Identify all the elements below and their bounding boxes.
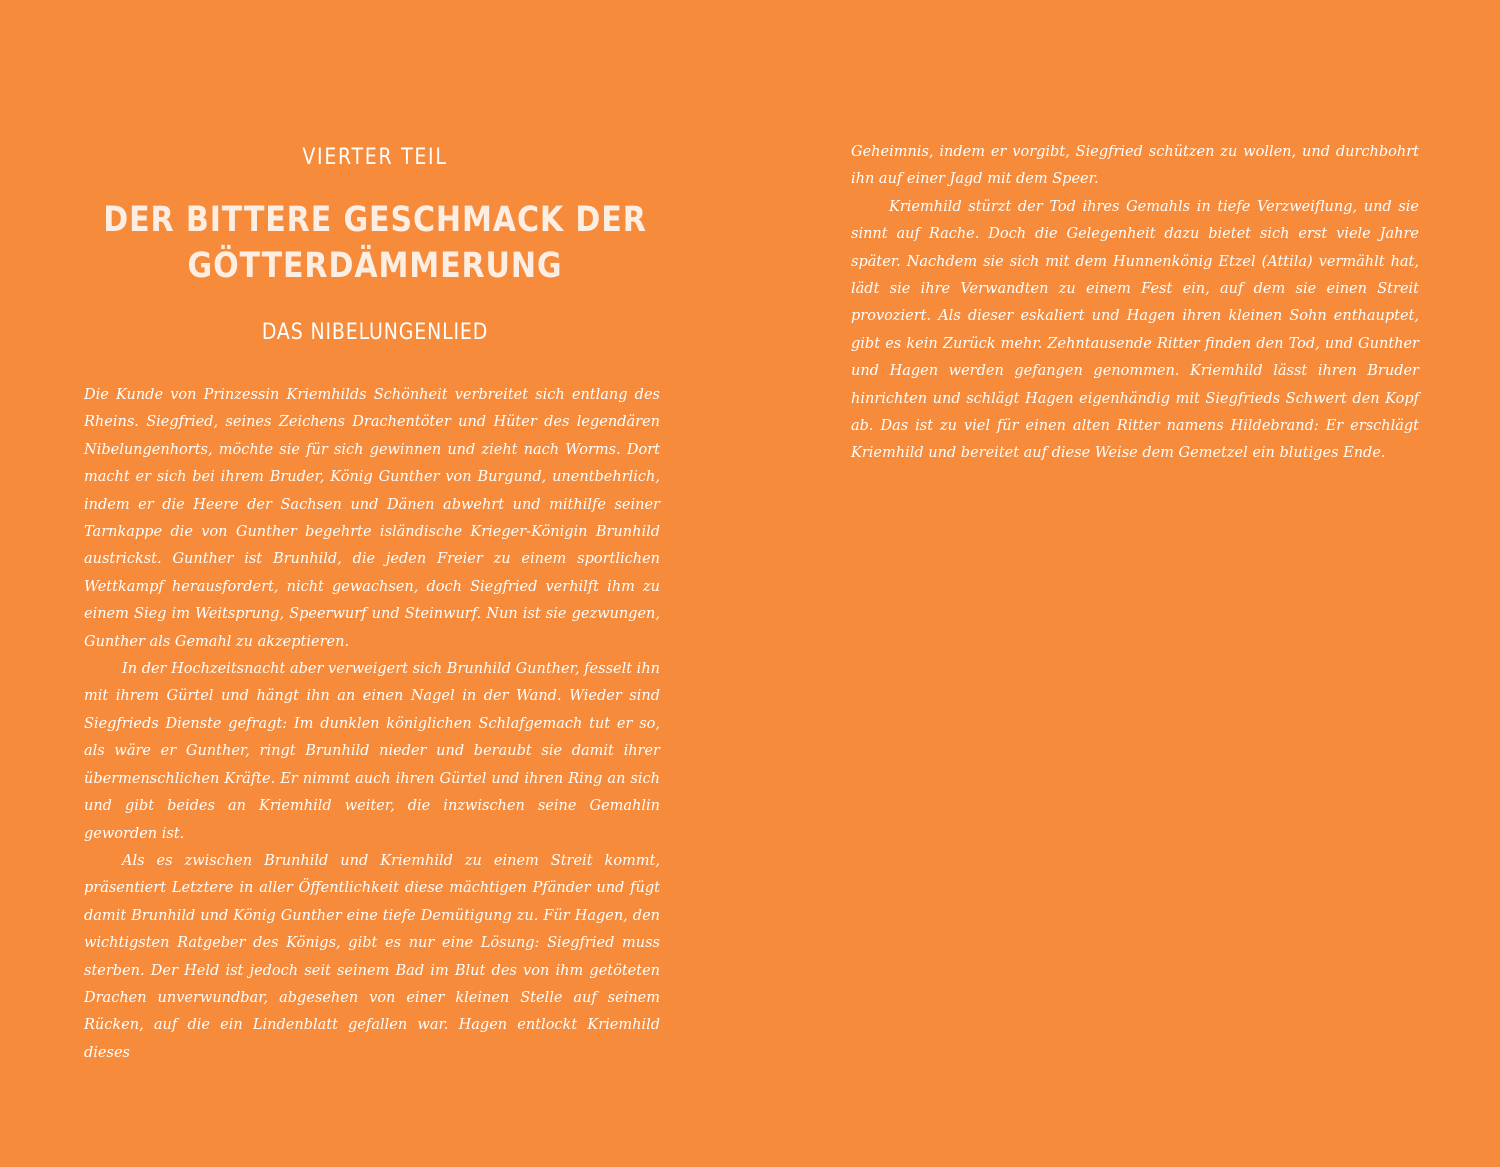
chapter-title-line-2: GÖTTERDÄMMERUNG [187, 246, 563, 286]
paragraph: Kriemhild stürzt der Tod ihres Gemahls in tiefe Verzweiflung, und sie sinnt auf Rache. Doch die Gelegenheit dazu bietet sich erst viele Jahre später. Nachdem sie sich mit dem Hunnenkönig Etzel (Attila) vermählt hat, lädt sie ihre Verwandten zu einem Fest ein, auf dem sie einen Streit provoziert. Als dieser eskaliert und Hagen ihren kleinen Sohn enthauptet, gibt es kein Zurück mehr. Zehntausende Ritter finden den Tod, und Gunther und Hagen werden gefangen genommen. Kriemhild lässt ihren Bruder hinrichten und schlägt Hagen eigenhändig mit Siegfrieds Schwert den Kopf ab. Das ist zu viel für einen alten Ritter namens Hildebrand: Er erschlägt Kriemhild und bereitet auf diese Weise dem Gemetzel ein blutiges Ende. [851, 198, 1419, 462]
chapter-title [53, 197, 698, 289]
left-body-text [84, 382, 660, 1067]
paragraph: Als es zwischen Brunhild und Kriemhild zu einem Streit kommt, präsentiert Letztere in aller Öffentlichkeit diese mächtigen Pfänder und fügt damit Brunhild und König Gunther eine tiefe Demütigung zu. Für Hagen, den wichtigsten Ratgeber des Königs, gibt es nur eine Lösung: Siegfried muss sterben. Der Held ist jedoch seit seinem Bad im Blut des von ihm getöteten Drachen unverwundbar, abgesehen von einer kleinen Stelle auf seinem Rücken, auf die ein Lindenblatt gefallen war. Hagen entlockt Kriemhild dieses [84, 852, 660, 1061]
paragraph: Die Kunde von Prinzessin Kriemhilds Schönheit verbreitet sich entlang des Rheins. Siegfried, seines Zeichens Drachentöter und Hüter des legendären Nibelungenhorts, möchte sie für sich gewinnen und zieht nach Worms. Dort macht er sich bei ihrem Bruder, König Gunther von Burgund, unentbehrlich, indem er die Heere der Sachsen und Dänen abwehrt und mithilfe seiner Tarnkappe die von Gunther begehrte isländische Krieger-Königin Brunhild austrickst. Gunther ist Brunhild, die jeden Freier zu einem sportlichen Wettkampf herausfordert, nicht gewachsen, doch Siegfried verhilft ihm zu einem Sieg im Weitsprung, Speerwurf und Steinwurf. Nun ist sie gezwungen, Gunther als Gemahl zu akzeptieren. [84, 387, 660, 650]
paragraph: Geheimnis, indem er vorgibt, Siegfried schützen zu wollen, und durchbohrt ihn auf einer Jagd mit dem Speer. [851, 144, 1419, 188]
chapter-title-line-1: DER BITTERE GESCHMACK DER [103, 200, 647, 240]
paragraph: In der Hochzeitsnacht aber verweigert sich Brunhild Gunther, fesselt ihn mit ihrem Gürtel und hängt ihn an einen Nagel in der Wand. Wieder sind Siegfrieds Dienste gefragt: Im dunklen königlichen Schlafgemach tut er so, als wäre er Gunther, ringt Brunhild nieder und beraubt sie damit ihrer übermenschlichen Kräfte. Er nimmt auch ihren Gürtel und ihren Ring an sich und gibt beides an Kriemhild weiter, die inzwischen seine Gemahlin geworden ist. [84, 661, 660, 842]
part-label: VIERTER TEIL [302, 145, 448, 170]
right-body-text [851, 139, 1419, 468]
chapter-subtitle: DAS NIBELUNGENLIED [261, 320, 489, 345]
